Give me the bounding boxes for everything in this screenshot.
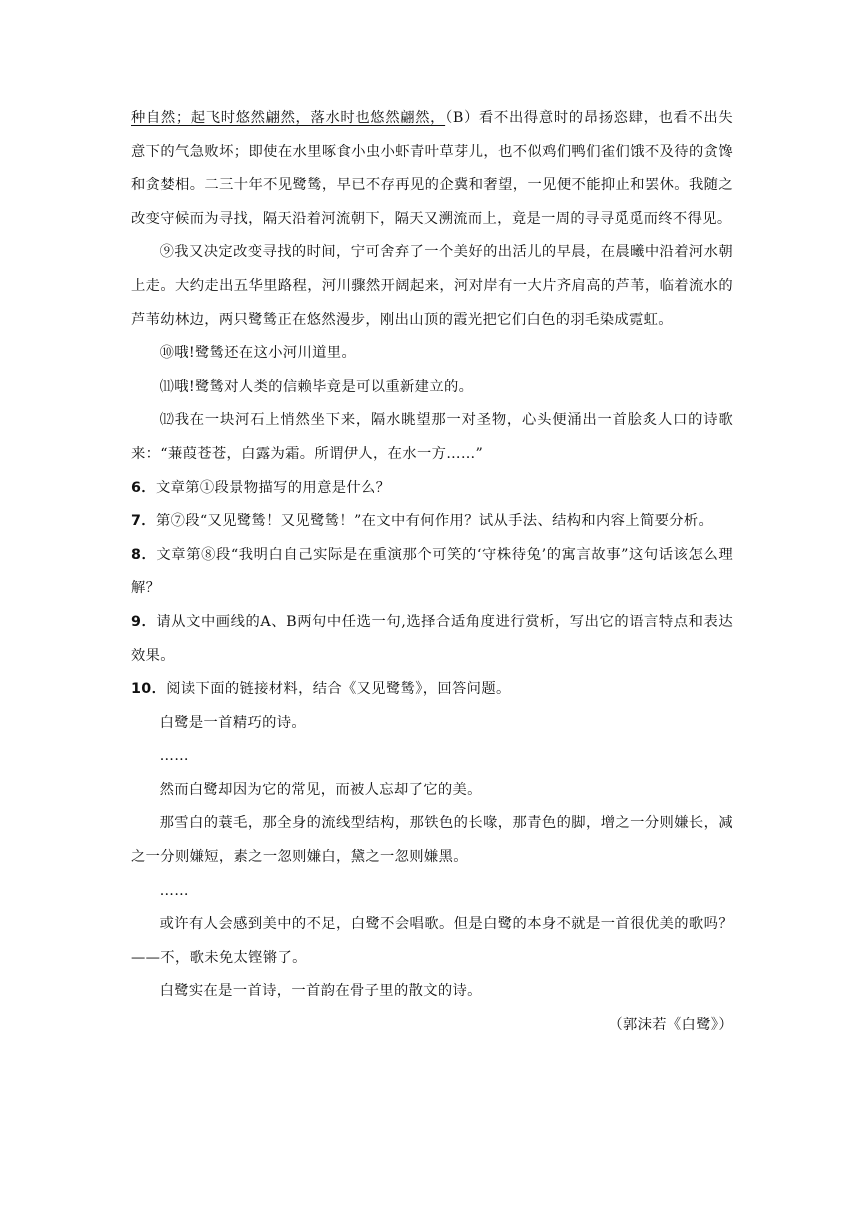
question-text: 文章第①段景物描写的用意是什么？ bbox=[155, 479, 391, 496]
question-9 bbox=[131, 606, 733, 673]
question-number: 8． bbox=[131, 546, 157, 563]
question-number: 6． bbox=[131, 479, 156, 496]
material-line: 或许有人会感到美中的不足，白鹭不会唱歌。但是白鹭的本身不就是一首很优美的歌吗？——不，歌未免太铿锵了。 bbox=[131, 916, 733, 966]
paragraph-10: ⑩哦!鹭鸶还在这小河川道里。 bbox=[159, 345, 357, 362]
paragraph-8-continued bbox=[131, 102, 733, 236]
question-7 bbox=[131, 505, 733, 539]
paragraph-11: ⑾哦!鹭鸶对人类的信赖毕竟是可以重新建立的。 bbox=[159, 378, 474, 395]
material-source: （郭沫若《白鹭》） bbox=[608, 1017, 733, 1034]
material-line: 那雪白的蓑毛，那全身的流线型结构，那铁色的长喙，那青色的脚，增之一分则嫌长，减之一分则嫌短，素之一忽则嫌白，黛之一忽则嫌黑。 bbox=[131, 815, 733, 866]
material-ellipsis: …… bbox=[159, 882, 189, 899]
material-line: 然而白鹭却因为它的常见，而被人忘却了它的美。 bbox=[159, 781, 482, 798]
question-number: 10． bbox=[131, 681, 167, 698]
paragraph-8-text: （B）看不出得意时的昂扬恣肆，也看不出失意下的气急败坏；即使在水里啄食小虫小虾青叶草芽儿，也不似鸡们鸭们雀们饿不及待的贪馋和贪婪相。二三十年不见鹭鸶，早已不存再见的企冀和奢望，一见便不能抑止和罢休。我随之改变守候而为寻找，隔天沿着河流朝下，隔天又溯流而上，竟是一周的寻寻觅觅而终不得见。 bbox=[131, 110, 733, 227]
question-8 bbox=[131, 539, 733, 606]
question-number: 9． bbox=[131, 613, 157, 630]
material-line: 白鹭是一首精巧的诗。 bbox=[159, 714, 307, 731]
paragraph-12: ⑿我在一块河石上悄然坐下来，隔水眺望那一对圣物，心头便涌出一首脍炙人口的诗歌来：“蒹葭苍苍，白露为霜。所谓伊人，在水一方……” bbox=[131, 412, 733, 462]
question-number: 7． bbox=[131, 513, 156, 530]
question-10 bbox=[131, 673, 733, 707]
paragraph-9: ⑨我又决定改变寻找的时间，宁可舍弃了一个美好的出活儿的早晨，在晨曦中沿着河水朝上走。大约走出五华里路程，河川骤然开阔起来，河对岸有一大片齐肩高的芦苇，临着流水的芦苇幼林边，两只鹭鸶正在悠然漫步，刚出山顶的霞光把它们白色的羽毛染成霓虹。 bbox=[131, 244, 733, 328]
material-ellipsis: …… bbox=[159, 748, 189, 765]
question-text: 阅读下面的链接材料，结合《又见鹭鸶》，回答问题。 bbox=[166, 681, 511, 698]
material-line: 白鹭实在是一首诗，一首韵在骨子里的散文的诗。 bbox=[159, 983, 482, 1000]
question-6 bbox=[131, 472, 733, 506]
question-text: 第⑦段“又见鹭鸶！又见鹭鸶！”在文中有何作用？试从手法、结构和内容上简要分析。 bbox=[155, 513, 714, 530]
document-body bbox=[131, 102, 733, 1043]
underlined-sentence-a: 种自然；起飞时悠然翩然，落水时也悠然翩然， bbox=[131, 110, 446, 126]
question-text: 请从文中画线的A、B两句中任选一句,选择合适角度进行赏析，写出它的语言特点和表达效果。 bbox=[131, 613, 733, 664]
question-text: 文章第⑧段“我明白自己实际是在重演那个可笑的‘守株待兔’的寓言故事”这句话该怎么理解？ bbox=[131, 546, 733, 597]
